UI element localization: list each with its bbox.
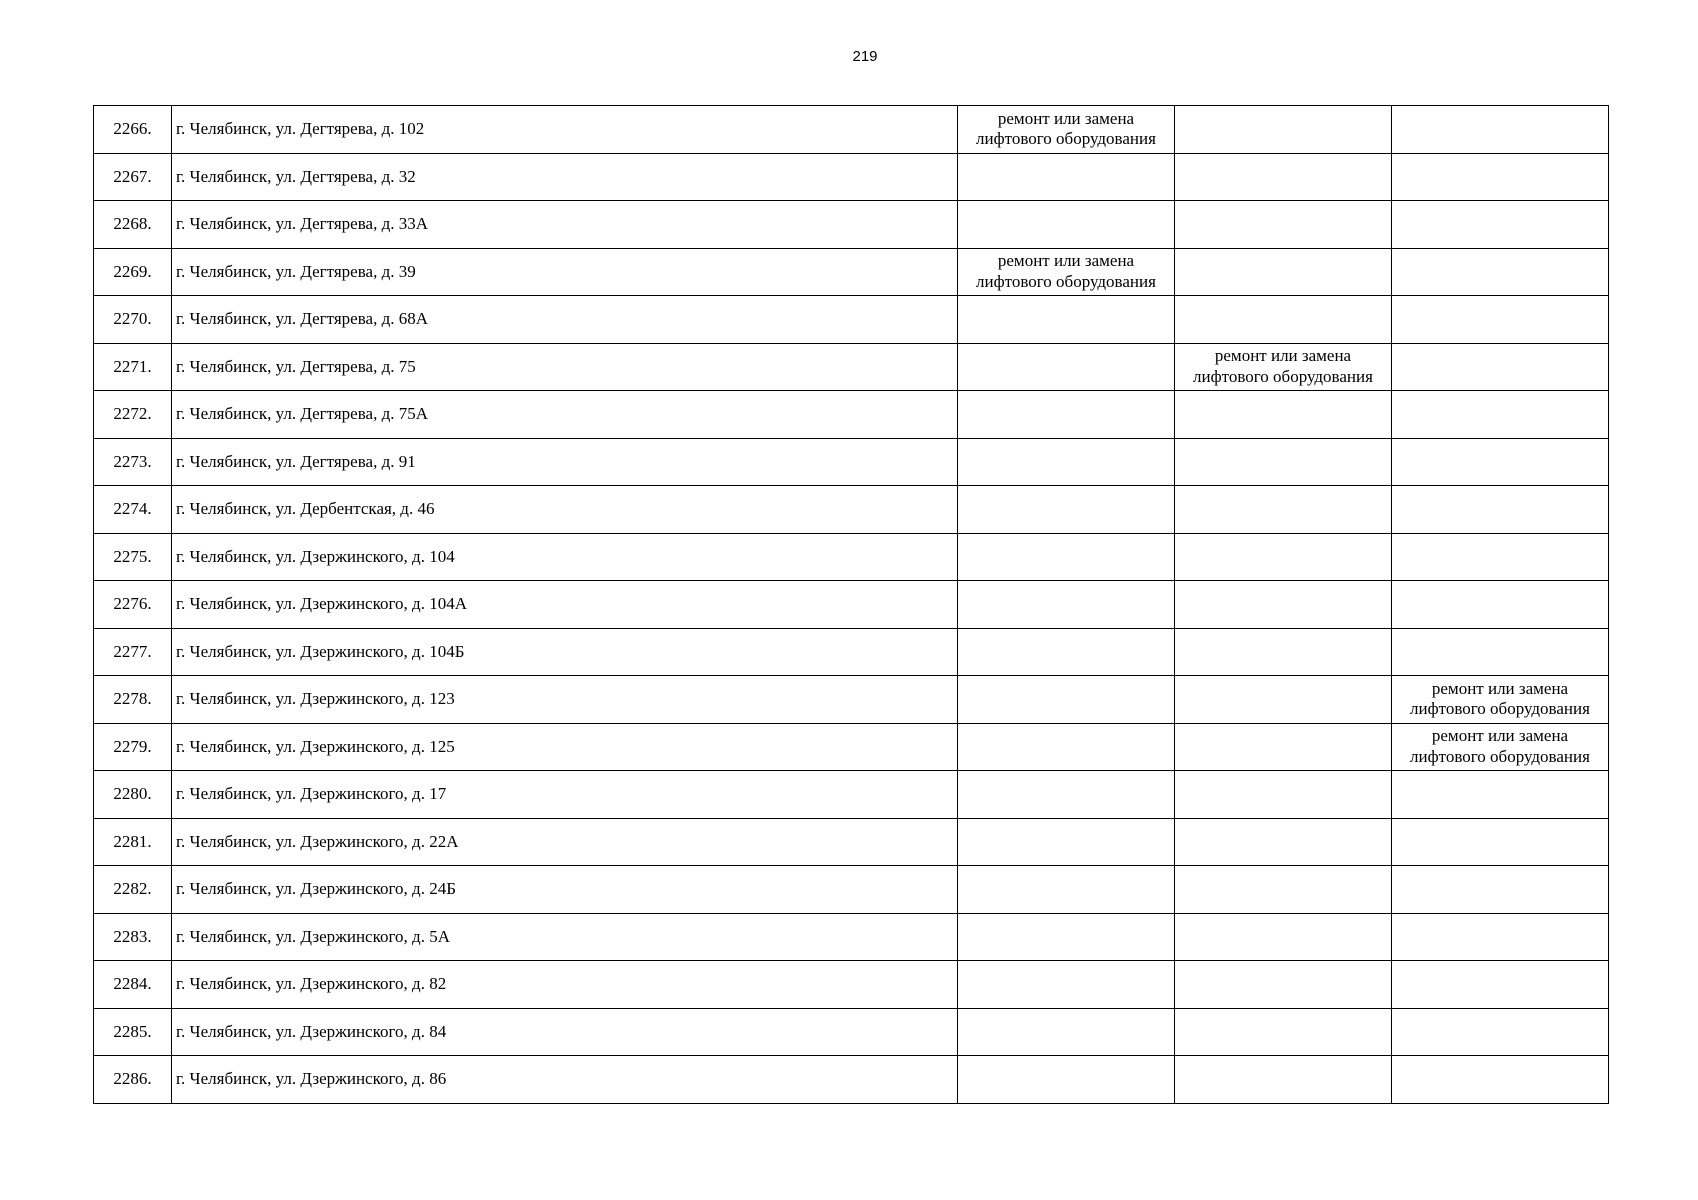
address-cell: г. Челябинск, ул. Дзержинского, д. 104А	[172, 581, 958, 629]
work-type-cell-1	[958, 581, 1175, 629]
row-number-cell: 2270.	[94, 296, 172, 344]
work-type-cell-2	[1175, 391, 1392, 439]
row-number-cell: 2284.	[94, 961, 172, 1009]
address-cell: г. Челябинск, ул. Дзержинского, д. 123	[172, 676, 958, 724]
work-type-cell-2	[1175, 818, 1392, 866]
row-number-cell: 2266.	[94, 106, 172, 154]
work-type-cell-1	[958, 343, 1175, 391]
work-type-cell-1	[958, 153, 1175, 201]
work-type-cell-1	[958, 296, 1175, 344]
work-type-cell-3	[1392, 1008, 1609, 1056]
row-number-cell: 2281.	[94, 818, 172, 866]
table-row	[94, 676, 1609, 724]
work-type-cell-2	[1175, 723, 1392, 771]
work-type-cell-3	[1392, 296, 1609, 344]
address-cell: г. Челябинск, ул. Дзержинского, д. 24Б	[172, 866, 958, 914]
work-type-cell-3	[1392, 1056, 1609, 1104]
table-row	[94, 106, 1609, 154]
address-cell: г. Челябинск, ул. Дербентская, д. 46	[172, 486, 958, 534]
work-type-cell-2	[1175, 296, 1392, 344]
work-type-cell-2	[1175, 248, 1392, 296]
work-type-cell-1	[958, 818, 1175, 866]
table-row	[94, 343, 1609, 391]
table-row	[94, 1008, 1609, 1056]
work-type-cell-3	[1392, 438, 1609, 486]
work-type-cell-3: ремонт или замена лифтового оборудования	[1392, 676, 1609, 724]
work-type-cell-2	[1175, 1056, 1392, 1104]
address-cell: г. Челябинск, ул. Дзержинского, д. 82	[172, 961, 958, 1009]
row-number-cell: 2267.	[94, 153, 172, 201]
table-row	[94, 486, 1609, 534]
work-type-cell-1	[958, 391, 1175, 439]
address-cell: г. Челябинск, ул. Дзержинского, д. 125	[172, 723, 958, 771]
table-row	[94, 296, 1609, 344]
table-row	[94, 1056, 1609, 1104]
work-type-cell-3	[1392, 486, 1609, 534]
work-type-cell-3	[1392, 961, 1609, 1009]
building-registry-table	[93, 105, 1609, 1104]
work-type-cell-1	[958, 961, 1175, 1009]
work-type-cell-2	[1175, 1008, 1392, 1056]
work-type-cell-3	[1392, 391, 1609, 439]
address-cell: г. Челябинск, ул. Дегтярева, д. 75А	[172, 391, 958, 439]
work-type-cell-2	[1175, 866, 1392, 914]
address-cell: г. Челябинск, ул. Дзержинского, д. 104	[172, 533, 958, 581]
work-type-cell-3	[1392, 153, 1609, 201]
row-number-cell: 2268.	[94, 201, 172, 249]
table-row	[94, 771, 1609, 819]
work-type-cell-3	[1392, 818, 1609, 866]
work-type-cell-3	[1392, 581, 1609, 629]
row-number-cell: 2273.	[94, 438, 172, 486]
table-row	[94, 201, 1609, 249]
work-type-cell-2	[1175, 913, 1392, 961]
work-type-cell-2	[1175, 676, 1392, 724]
table-row	[94, 913, 1609, 961]
work-type-cell-1	[958, 723, 1175, 771]
address-cell: г. Челябинск, ул. Дегтярева, д. 33А	[172, 201, 958, 249]
work-type-cell-3	[1392, 343, 1609, 391]
row-number-cell: 2282.	[94, 866, 172, 914]
address-cell: г. Челябинск, ул. Дзержинского, д. 5А	[172, 913, 958, 961]
row-number-cell: 2276.	[94, 581, 172, 629]
work-type-cell-3	[1392, 201, 1609, 249]
work-type-cell-2	[1175, 486, 1392, 534]
work-type-cell-3	[1392, 533, 1609, 581]
table-row	[94, 533, 1609, 581]
row-number-cell: 2283.	[94, 913, 172, 961]
work-type-cell-1	[958, 201, 1175, 249]
row-number-cell: 2274.	[94, 486, 172, 534]
work-type-cell-2	[1175, 628, 1392, 676]
address-cell: г. Челябинск, ул. Дзержинского, д. 104Б	[172, 628, 958, 676]
address-cell: г. Челябинск, ул. Дзержинского, д. 17	[172, 771, 958, 819]
work-type-cell-2: ремонт или замена лифтового оборудования	[1175, 343, 1392, 391]
page-number: 219	[852, 48, 878, 65]
work-type-cell-2	[1175, 201, 1392, 249]
address-cell: г. Челябинск, ул. Дегтярева, д. 91	[172, 438, 958, 486]
address-cell: г. Челябинск, ул. Дегтярева, д. 102	[172, 106, 958, 154]
work-type-cell-1	[958, 866, 1175, 914]
work-type-cell-3	[1392, 866, 1609, 914]
row-number-cell: 2275.	[94, 533, 172, 581]
row-number-cell: 2286.	[94, 1056, 172, 1104]
table-row	[94, 581, 1609, 629]
row-number-cell: 2280.	[94, 771, 172, 819]
work-type-cell-1	[958, 676, 1175, 724]
table-row	[94, 391, 1609, 439]
table-row	[94, 961, 1609, 1009]
row-number-cell: 2271.	[94, 343, 172, 391]
work-type-cell-3	[1392, 106, 1609, 154]
work-type-cell-3	[1392, 628, 1609, 676]
table-row	[94, 866, 1609, 914]
row-number-cell: 2269.	[94, 248, 172, 296]
address-cell: г. Челябинск, ул. Дзержинского, д. 84	[172, 1008, 958, 1056]
work-type-cell-2	[1175, 771, 1392, 819]
address-cell: г. Челябинск, ул. Дегтярева, д. 68А	[172, 296, 958, 344]
table-row	[94, 818, 1609, 866]
work-type-cell-3	[1392, 913, 1609, 961]
work-type-cell-1: ремонт или замена лифтового оборудования	[958, 248, 1175, 296]
work-type-cell-2	[1175, 438, 1392, 486]
table-row	[94, 438, 1609, 486]
address-cell: г. Челябинск, ул. Дегтярева, д. 32	[172, 153, 958, 201]
work-type-cell-3: ремонт или замена лифтового оборудования	[1392, 723, 1609, 771]
registry-table-body	[94, 106, 1609, 1104]
table-row	[94, 153, 1609, 201]
work-type-cell-2	[1175, 106, 1392, 154]
work-type-cell-3	[1392, 248, 1609, 296]
row-number-cell: 2278.	[94, 676, 172, 724]
work-type-cell-2	[1175, 533, 1392, 581]
work-type-cell-1	[958, 1008, 1175, 1056]
table-row	[94, 723, 1609, 771]
row-number-cell: 2272.	[94, 391, 172, 439]
row-number-cell: 2279.	[94, 723, 172, 771]
address-cell: г. Челябинск, ул. Дегтярева, д. 39	[172, 248, 958, 296]
work-type-cell-3	[1392, 771, 1609, 819]
address-cell: г. Челябинск, ул. Дзержинского, д. 22А	[172, 818, 958, 866]
work-type-cell-1	[958, 771, 1175, 819]
work-type-cell-1	[958, 486, 1175, 534]
work-type-cell-2	[1175, 581, 1392, 629]
work-type-cell-1: ремонт или замена лифтового оборудования	[958, 106, 1175, 154]
work-type-cell-1	[958, 628, 1175, 676]
row-number-cell: 2285.	[94, 1008, 172, 1056]
work-type-cell-1	[958, 438, 1175, 486]
work-type-cell-2	[1175, 153, 1392, 201]
row-number-cell: 2277.	[94, 628, 172, 676]
table-row	[94, 248, 1609, 296]
work-type-cell-1	[958, 913, 1175, 961]
work-type-cell-2	[1175, 961, 1392, 1009]
table-row	[94, 628, 1609, 676]
address-cell: г. Челябинск, ул. Дегтярева, д. 75	[172, 343, 958, 391]
work-type-cell-1	[958, 533, 1175, 581]
work-type-cell-1	[958, 1056, 1175, 1104]
address-cell: г. Челябинск, ул. Дзержинского, д. 86	[172, 1056, 958, 1104]
